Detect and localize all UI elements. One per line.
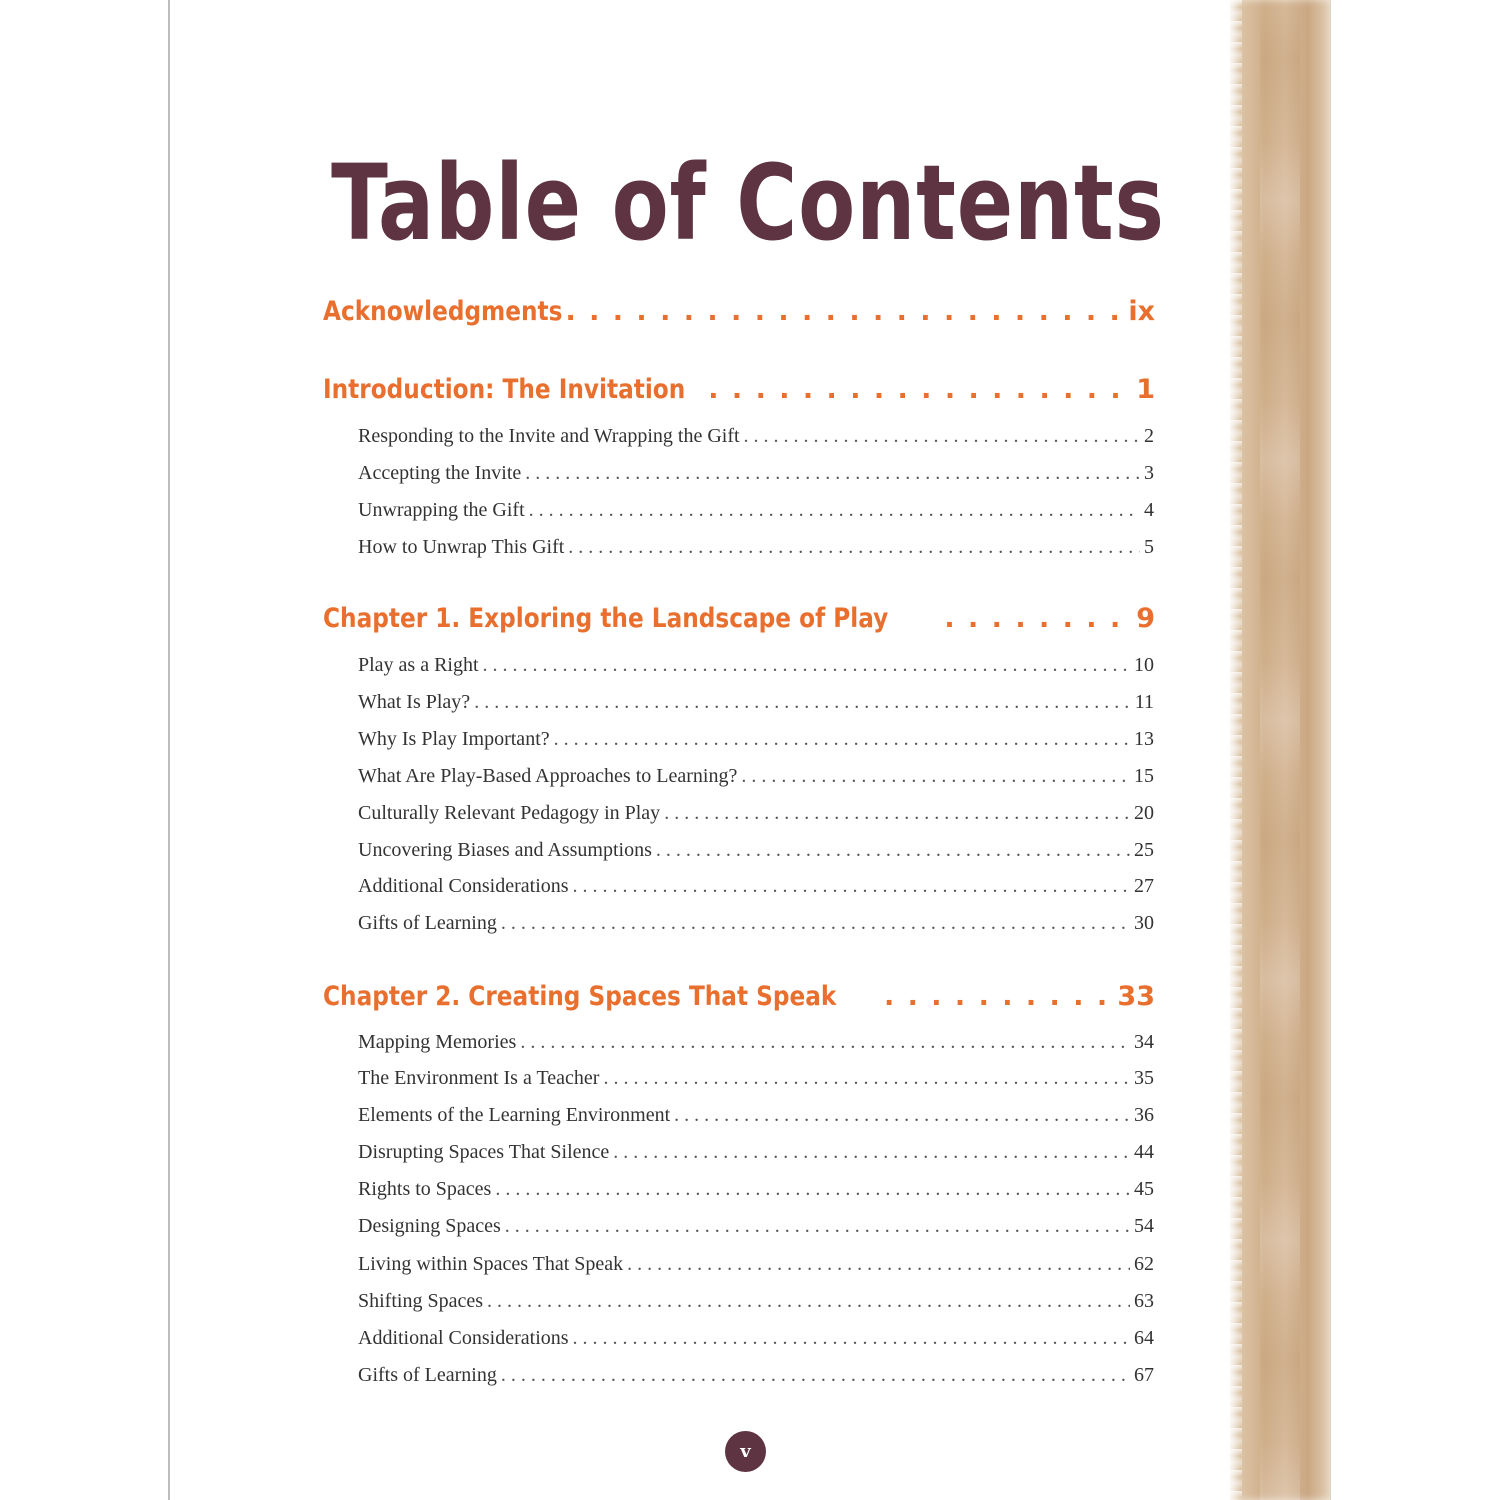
toc-entry[interactable] <box>358 691 1154 721</box>
dot-leader <box>501 912 1130 935</box>
toc-entry[interactable] <box>358 462 1154 492</box>
dot-leader <box>741 765 1130 788</box>
toc-entry-page: 30 <box>1134 912 1154 934</box>
dot-leader <box>529 499 1140 522</box>
toc-entry[interactable] <box>358 839 1154 869</box>
toc-entry-page: 54 <box>1134 1215 1154 1237</box>
toc-entry-page: 35 <box>1134 1067 1154 1089</box>
dot-leader <box>505 1215 1130 1238</box>
toc-entry-title: Mapping Memories <box>358 1031 517 1053</box>
dot-leader <box>565 296 1124 327</box>
toc-entry[interactable] <box>358 1104 1154 1134</box>
toc-section-chapter-2[interactable] <box>323 981 1155 1025</box>
toc-entry-title: Rights to Spaces <box>358 1178 492 1200</box>
toc-entry-page: 64 <box>1134 1327 1154 1349</box>
dot-leader <box>674 1104 1130 1127</box>
toc-entry-title: Shifting Spaces <box>358 1290 483 1312</box>
toc-entry-title: Responding to the Invite and Wrapping the Gift <box>358 425 740 447</box>
toc-entry-page: 5 <box>1144 536 1154 558</box>
toc-entry-page: 62 <box>1134 1253 1154 1275</box>
dot-leader <box>708 374 1132 405</box>
dot-leader <box>554 728 1130 751</box>
dot-leader <box>573 875 1130 898</box>
toc-section-title: Chapter 2. Creating Spaces That Speak <box>323 981 837 1012</box>
toc-entry[interactable] <box>358 425 1154 455</box>
toc-entry[interactable] <box>358 912 1154 942</box>
toc-entry[interactable] <box>358 1253 1154 1283</box>
toc-entry[interactable] <box>358 1067 1154 1097</box>
toc-entry-title: Uncovering Biases and Assumptions <box>358 839 652 861</box>
toc-entry-page: 36 <box>1134 1104 1154 1126</box>
toc-entry-page: 25 <box>1134 839 1154 861</box>
toc-section-acknowledgments[interactable] <box>323 296 1155 340</box>
toc-entry[interactable] <box>358 654 1154 684</box>
toc-entry[interactable] <box>358 499 1154 529</box>
toc-entry-title: What Are Play-Based Approaches to Learning? <box>358 765 738 787</box>
toc-entry[interactable] <box>358 536 1154 566</box>
dot-leader <box>501 1364 1130 1387</box>
toc-page-number: 33 <box>1117 981 1155 1012</box>
toc-entry-title: How to Unwrap This Gift <box>358 536 565 558</box>
page-number-badge: v <box>725 1431 766 1472</box>
toc-entry-title: Accepting the Invite <box>358 462 522 484</box>
dot-leader <box>613 1141 1130 1164</box>
dot-leader <box>627 1253 1130 1276</box>
toc-entry-page: 13 <box>1134 728 1154 750</box>
dot-leader <box>520 1031 1130 1054</box>
toc-entry[interactable] <box>358 802 1154 832</box>
page-title: Table of Contents <box>331 142 1165 264</box>
toc-section-title: Introduction: The Invitation <box>323 374 686 405</box>
toc-entry-title: Culturally Relevant Pedagogy in Play <box>358 802 661 824</box>
toc-section-title: Chapter 1. Exploring the Landscape of Play <box>323 603 889 634</box>
toc-entry[interactable] <box>358 875 1154 905</box>
dot-leader <box>603 1067 1130 1090</box>
dot-leader <box>664 802 1130 825</box>
toc-entry-page: 15 <box>1134 765 1154 787</box>
toc-entry-page: 44 <box>1134 1141 1154 1163</box>
toc-entry[interactable] <box>358 1215 1154 1245</box>
toc-entry[interactable] <box>358 1178 1154 1208</box>
toc-entry-title: The Environment Is a Teacher <box>358 1067 600 1089</box>
toc-entry-title: Gifts of Learning <box>358 912 497 934</box>
toc-entry-page: 11 <box>1134 691 1154 713</box>
dot-leader <box>656 839 1130 862</box>
toc-page-number: 1 <box>1136 374 1155 405</box>
dot-leader <box>944 603 1132 634</box>
dot-leader <box>483 654 1130 677</box>
toc-entry[interactable] <box>358 1290 1154 1320</box>
dot-leader <box>884 981 1113 1012</box>
toc-entry[interactable] <box>358 728 1154 758</box>
toc-entry-title: Elements of the Learning Environment <box>358 1104 671 1126</box>
toc-entry-title: Designing Spaces <box>358 1215 501 1237</box>
dot-leader <box>495 1178 1130 1201</box>
toc-entry-title: What Is Play? <box>358 691 471 713</box>
toc-page-number: 9 <box>1136 603 1155 634</box>
dot-leader <box>568 536 1140 559</box>
dot-leader <box>744 425 1140 448</box>
toc-entry-title: Why Is Play Important? <box>358 728 550 750</box>
dot-leader <box>525 462 1140 485</box>
toc-entry-page: 63 <box>1134 1290 1154 1312</box>
toc-entry[interactable] <box>358 765 1154 795</box>
toc-section-chapter-1[interactable] <box>323 603 1155 647</box>
toc-entry[interactable] <box>358 1327 1154 1357</box>
toc-entry-page: 67 <box>1134 1364 1154 1386</box>
toc-entry-page: 4 <box>1144 499 1154 521</box>
toc-entry-page: 45 <box>1134 1178 1154 1200</box>
toc-entry-page: 10 <box>1134 654 1154 676</box>
toc-entry-title: Additional Considerations <box>358 1327 569 1349</box>
toc-section-introduction[interactable] <box>323 374 1155 418</box>
toc-entry-title: Play as a Right <box>358 654 479 676</box>
dot-leader <box>474 691 1131 714</box>
toc-entry[interactable] <box>358 1031 1154 1061</box>
toc-entry-title: Living within Spaces That Speak <box>358 1253 624 1275</box>
toc-entry-title: Additional Considerations <box>358 875 569 897</box>
toc-entry-title: Disrupting Spaces That Silence <box>358 1141 610 1163</box>
toc-entry-page: 2 <box>1144 425 1154 447</box>
toc-section-title: Acknowledgments <box>323 296 563 327</box>
dot-leader <box>487 1290 1130 1313</box>
toc-entry-title: Gifts of Learning <box>358 1364 497 1386</box>
toc-entry-title: Unwrapping the Gift <box>358 499 525 521</box>
toc-entry-page: 20 <box>1134 802 1154 824</box>
toc-entry-page: 3 <box>1144 462 1154 484</box>
toc-page-number: ix <box>1128 296 1155 327</box>
toc-entry-page: 34 <box>1134 1031 1154 1053</box>
dot-leader <box>573 1327 1130 1350</box>
toc-entry-page: 27 <box>1134 875 1154 897</box>
toc-entry[interactable] <box>358 1364 1154 1394</box>
toc-entry[interactable] <box>358 1141 1154 1171</box>
